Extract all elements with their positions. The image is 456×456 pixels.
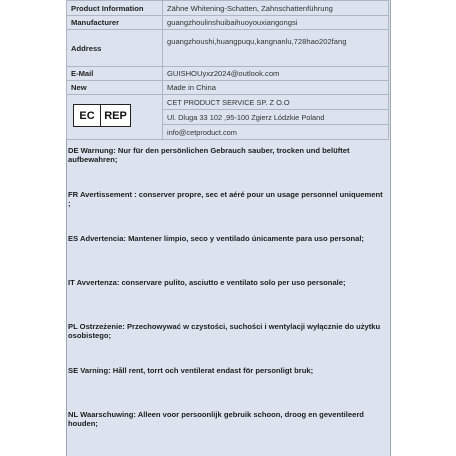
warning-de: DE Warnung: Nur für den persönlichen Gebrauch sauber, trocken und belüftet aufbewahren; — [68, 146, 350, 164]
origin-value: Made in China — [163, 81, 389, 95]
email-value: GUISHOUyxz2024@outlook.com — [163, 67, 389, 81]
warning-se: SE Varning: Håll rent, torrt och ventilerat endast för personligt bruk; — [68, 366, 314, 375]
product-information-value: Zähne Whitening-Schatten, Zahnschattenführung — [163, 1, 389, 16]
warnings-section — [67, 146, 385, 454]
email-label: E-Mail — [67, 67, 163, 81]
warning-pl: PL Ostrzeżenie: Przechowywać w czystości, suchości i wentylacji wyłącznie do użytku osobistego; — [68, 322, 381, 340]
warning-es: ES Advertencia: Mantener limpio, seco y ventilado únicamente para uso personal; — [68, 234, 364, 243]
ec-rep-symbol-rep: REP — [104, 109, 127, 122]
ec-rep-symbol-cell — [67, 95, 163, 140]
address-label: Address — [67, 30, 163, 67]
ec-rep-address: Ul. Dluga 33 102 ,95-100 Zgierz Lódzkie Poland — [163, 110, 389, 125]
manufacturer-value: guangzhoulinshuibaihuoyouxiangongsi — [163, 16, 389, 30]
row-origin — [67, 81, 389, 95]
row-email — [67, 67, 389, 81]
product-information-label: Product Information — [67, 1, 163, 16]
row-ec-rep-company — [67, 95, 389, 110]
origin-label: New — [67, 81, 163, 95]
ec-rep-icon — [73, 104, 131, 127]
warning-fr: FR Avertissement : conserver propre, sec et aéré pour un usage personnel uniquement ; — [68, 190, 383, 208]
warning-nl: NL Waarschuwing: Alleen voor persoonlijk gebruik schoon, droog en geventileerd houden; — [68, 410, 364, 428]
ec-rep-symbol-ec: EC — [74, 105, 101, 126]
address-value: guangzhoushi,huangpuqu,kangnanlu,728hao202fang — [163, 30, 389, 67]
warning-it: IT Avvertenza: conservare pulito, asciutto e ventilato solo per uso personale; — [68, 278, 346, 287]
row-product-information — [67, 1, 389, 16]
ec-rep-email-link[interactable]: info@cetproduct.com — [163, 125, 389, 140]
ec-rep-company: CET PRODUCT SERVICE SP. Z O.O — [163, 95, 389, 110]
manufacturer-label: Manufacturer — [67, 16, 163, 30]
row-manufacturer — [67, 16, 389, 30]
product-info-table — [66, 0, 389, 140]
row-address — [67, 30, 389, 67]
